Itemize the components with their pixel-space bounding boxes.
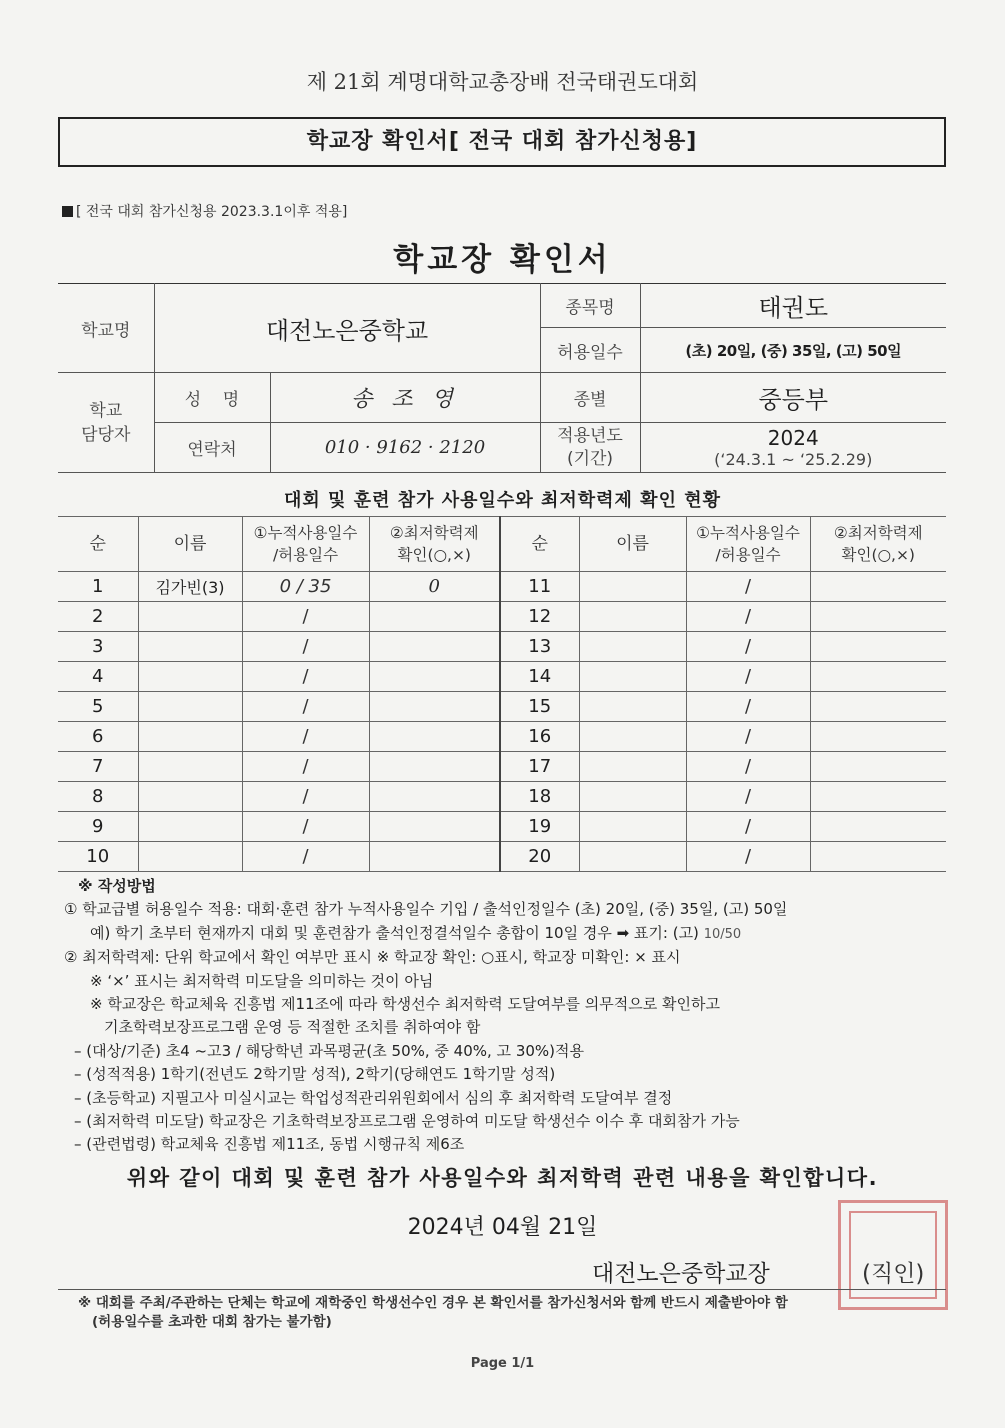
row-name xyxy=(579,632,686,662)
header-name: 이름 xyxy=(579,517,686,572)
row-academic xyxy=(810,602,946,632)
instruction-item-2a: ※ ‘×’ 표시는 최저학력 미도달을 의미하는 것이 아님 xyxy=(90,971,434,990)
row-days: / xyxy=(242,632,369,662)
confirmation-statement: 위와 같이 대회 및 훈련 참가 사용일수와 최저학력 관련 내용을 확인합니다. xyxy=(126,1166,879,1190)
row-days: / xyxy=(686,662,810,692)
instruction-item-2b: ※ 학교장은 학교체육 진흥법 제11조에 따라 학생선수 최저학력 도달여부를 의무적으로 확인하고 xyxy=(90,995,720,1014)
event-title: 제 21회 계명대학교총장배 전국태권도대회 xyxy=(306,70,699,94)
instructions xyxy=(64,875,944,1157)
row-academic: 0 xyxy=(369,572,500,602)
header-no: 순 xyxy=(500,517,579,572)
school-label: 학교명 xyxy=(58,284,154,373)
sport-label: 종목명 xyxy=(540,284,640,328)
usage-table xyxy=(58,516,946,872)
row-academic xyxy=(369,752,500,782)
table-row xyxy=(58,782,946,812)
row-name xyxy=(138,632,242,662)
row-academic xyxy=(810,722,946,752)
footer-divider xyxy=(58,1289,946,1290)
usage-table-body xyxy=(58,572,946,872)
row-days: / xyxy=(686,602,810,632)
manager-name-value: 송 조 영 xyxy=(270,373,540,423)
row-academic xyxy=(369,842,500,872)
row-name xyxy=(138,752,242,782)
row-days: / xyxy=(242,752,369,782)
footer-note-line-1: ※ 대회를 주최/주관하는 단체는 학교에 재학중인 학생선수인 경우 본 확인서를 참가신청서와 함께 반드시 제출받아야 함 xyxy=(78,1295,788,1311)
row-days: / xyxy=(686,752,810,782)
row-academic xyxy=(810,632,946,662)
instruction-dash-4: – (최저학력 미도달) 학교장은 기초학력보장프로그램 운영하여 미도달 학생선수 이수 후 대회참가 가능 xyxy=(74,1112,740,1131)
instruction-item-2c: 기초학력보장프로그램 운영 등 적절한 조치를 취하여야 함 xyxy=(104,1018,481,1037)
row-number: 12 xyxy=(500,602,579,632)
row-number: 4 xyxy=(58,662,138,692)
manager-label: 학교 담당자 xyxy=(58,373,154,473)
row-name xyxy=(138,602,242,632)
instruction-example-text: 예) 학기 초부터 현재까지 대회 및 훈련참가 출석인정결석일수 총합이 10일 경우 ➡ 표기: (고) xyxy=(90,923,699,942)
row-number: 17 xyxy=(500,752,579,782)
row-days: / xyxy=(686,692,810,722)
row-number: 19 xyxy=(500,812,579,842)
row-number: 10 xyxy=(58,842,138,872)
row-days: / xyxy=(686,782,810,812)
top-note-text: [ 전국 대회 참가신청용 2023.3.1이후 적용] xyxy=(76,204,348,220)
main-title: 학교장 확인서 xyxy=(393,242,612,278)
row-academic xyxy=(369,632,500,662)
row-days: / xyxy=(242,662,369,692)
row-number: 15 xyxy=(500,692,579,722)
row-name xyxy=(579,602,686,632)
table-row xyxy=(58,602,946,632)
contact-value: 010 · 9162 · 2120 xyxy=(270,423,540,473)
row-days: / xyxy=(686,842,810,872)
row-academic xyxy=(810,752,946,782)
row-number: 16 xyxy=(500,722,579,752)
row-name xyxy=(579,782,686,812)
row-name xyxy=(138,782,242,812)
instruction-item-2: ② 최저학력제: 단위 학교에서 확인 여부만 표시 ※ 학교장 확인: ○표시, 학교장 미확인: × 표시 xyxy=(64,948,681,967)
issue-date: 2024년 04월 21일 xyxy=(407,1215,598,1240)
row-days: / xyxy=(242,722,369,752)
row-academic xyxy=(369,662,500,692)
row-number: 8 xyxy=(58,782,138,812)
row-academic xyxy=(810,692,946,722)
table-row xyxy=(58,692,946,722)
row-name xyxy=(579,842,686,872)
row-days: / xyxy=(686,812,810,842)
year-value: 2024 xyxy=(767,426,819,450)
row-days: / xyxy=(242,842,369,872)
header-academic: ②최저학력제 확인(○,×) xyxy=(810,517,946,572)
row-number: 1 xyxy=(58,572,138,602)
row-academic xyxy=(810,812,946,842)
row-name xyxy=(579,812,686,842)
row-number: 2 xyxy=(58,602,138,632)
row-academic xyxy=(369,602,500,632)
row-academic xyxy=(369,782,500,812)
table-row xyxy=(58,752,946,782)
row-days: / xyxy=(686,572,810,602)
table-row xyxy=(58,632,946,662)
boxed-title: 학교장 확인서[ 전국 대회 참가신청용] xyxy=(58,117,946,167)
row-days: / xyxy=(242,782,369,812)
year-cell xyxy=(640,423,946,473)
square-bullet-icon xyxy=(62,206,73,217)
row-days: / xyxy=(242,692,369,722)
row-number: 6 xyxy=(58,722,138,752)
row-number: 5 xyxy=(58,692,138,722)
contact-label: 연락처 xyxy=(154,423,270,473)
footer-note-line-2: (허용일수를 초과한 대회 참가는 불가함) xyxy=(92,1314,332,1330)
instruction-example xyxy=(64,922,944,946)
principal-title: 대전노은중학교장 xyxy=(592,1261,770,1287)
table-row xyxy=(58,572,946,602)
instruction-dash-1: – (대상/기준) 초4 ~고3 / 해당학년 과목평균(초 50%, 중 40%, 고 30%)적용 xyxy=(74,1041,584,1060)
instruction-example-value: 10/50 xyxy=(703,926,742,942)
row-name xyxy=(579,572,686,602)
row-name xyxy=(138,842,242,872)
row-name xyxy=(579,662,686,692)
period-value: (‘24.3.1 ~ ‘25.2.29) xyxy=(714,450,873,469)
school-value: 대전노은중학교 xyxy=(154,284,540,373)
row-number: 18 xyxy=(500,782,579,812)
info-table xyxy=(58,283,946,473)
row-academic xyxy=(810,572,946,602)
row-name xyxy=(138,662,242,692)
row-days: / xyxy=(686,722,810,752)
row-name xyxy=(579,722,686,752)
row-name xyxy=(138,722,242,752)
footer-note xyxy=(78,1294,958,1332)
row-academic xyxy=(810,842,946,872)
seal-label: (직인) xyxy=(862,1261,925,1287)
instruction-dash-5: – (관련법령) 학교체육 진흥법 제11조, 동법 시행규칙 제6조 xyxy=(74,1135,465,1154)
year-label: 적용년도 (기간) xyxy=(540,423,640,473)
row-number: 13 xyxy=(500,632,579,662)
table-row xyxy=(58,662,946,692)
header-academic: ②최저학력제 확인(○,×) xyxy=(369,517,500,572)
row-number: 3 xyxy=(58,632,138,662)
row-number: 11 xyxy=(500,572,579,602)
table-row xyxy=(58,722,946,752)
row-name: 김가빈(3) xyxy=(138,572,242,602)
row-days: 0 / 35 xyxy=(242,572,369,602)
row-days: / xyxy=(242,602,369,632)
allowed-days-label: 허용일수 xyxy=(540,328,640,373)
row-number: 20 xyxy=(500,842,579,872)
header-days: ①누적사용일수 /허용일수 xyxy=(242,517,369,572)
row-academic xyxy=(369,812,500,842)
table-row xyxy=(58,812,946,842)
header-no: 순 xyxy=(58,517,138,572)
row-name xyxy=(579,692,686,722)
header-days: ①누적사용일수 /허용일수 xyxy=(686,517,810,572)
division-label: 종별 xyxy=(540,373,640,423)
row-number: 14 xyxy=(500,662,579,692)
row-academic xyxy=(810,782,946,812)
row-name xyxy=(138,812,242,842)
instruction-dash-2: – (성적적용) 1학기(전년도 2학기말 성적), 2학기(당해연도 1학기말 성적) xyxy=(74,1065,556,1084)
table-row xyxy=(58,842,946,872)
page-number: Page 1/1 xyxy=(470,1356,535,1371)
row-days: / xyxy=(686,632,810,662)
row-academic xyxy=(369,692,500,722)
section-title: 대회 및 훈련 참가 사용일수와 최저학력제 확인 현황 xyxy=(283,490,721,511)
row-academic xyxy=(369,722,500,752)
allowed-days-value: (초) 20일, (중) 35일, (고) 50일 xyxy=(640,328,946,373)
row-number: 9 xyxy=(58,812,138,842)
instruction-item-1: ① 학교급별 허용일수 적용: 대회·훈련 참가 누적사용일수 기입 / 출석인정일수 (초) 20일, (중) 35일, (고) 50일 xyxy=(64,900,788,919)
top-note xyxy=(62,201,347,221)
sport-value: 태권도 xyxy=(640,284,946,328)
header-name: 이름 xyxy=(138,517,242,572)
row-name xyxy=(138,692,242,722)
row-number: 7 xyxy=(58,752,138,782)
row-days: / xyxy=(242,812,369,842)
instruction-dash-3: – (초등학교) 지필고사 미실시교는 학업성적관리위원회에서 심의 후 최저학력 도달여부 결정 xyxy=(74,1088,673,1107)
row-academic xyxy=(810,662,946,692)
row-name xyxy=(579,752,686,782)
instructions-heading: ※ 작성방법 xyxy=(78,877,156,895)
division-value: 중등부 xyxy=(640,373,946,423)
name-label: 성 명 xyxy=(154,373,270,423)
